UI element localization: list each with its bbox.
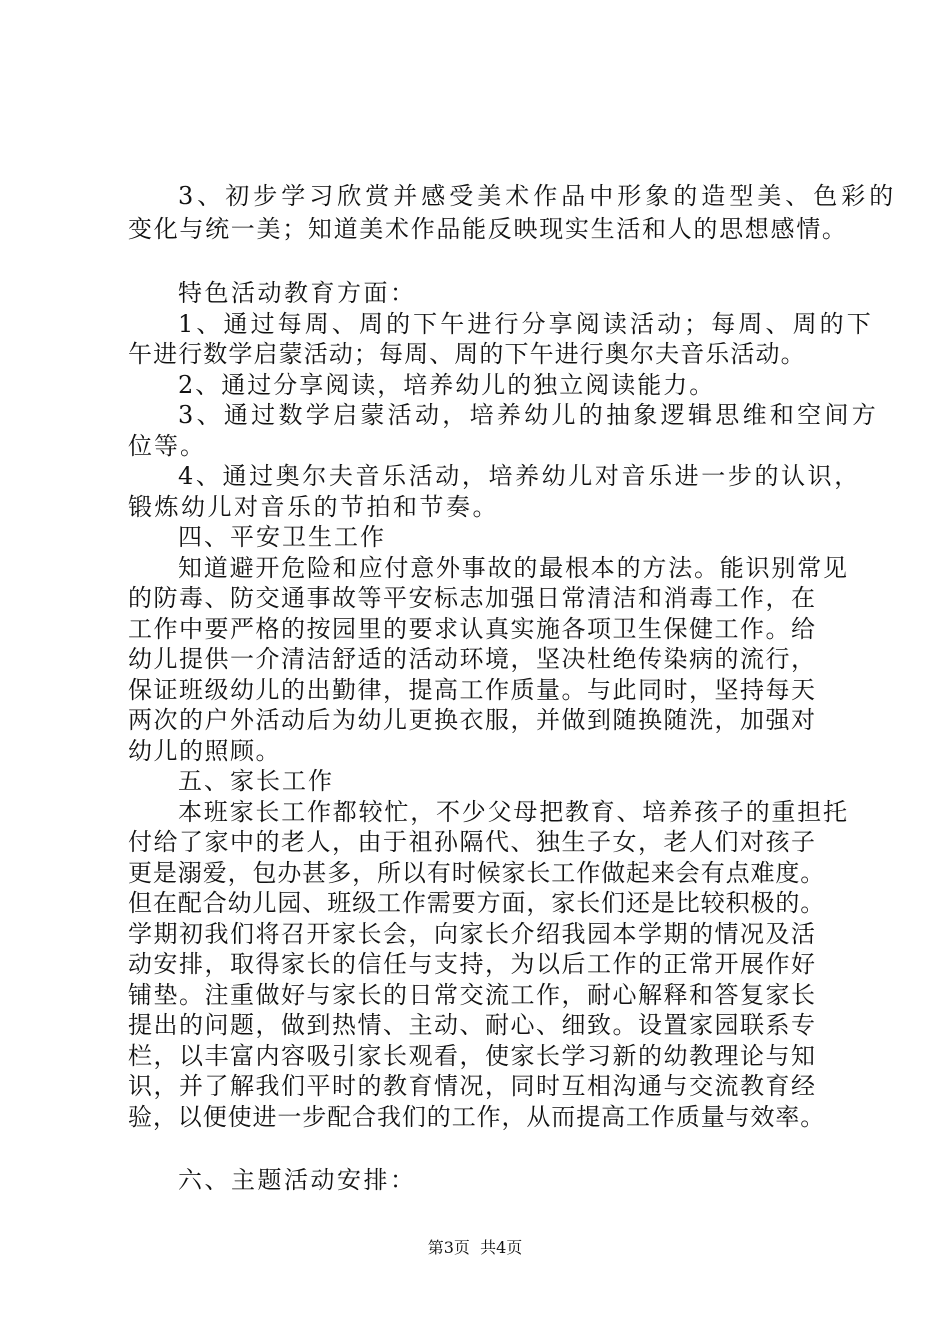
text-line-content: 更是溺爱，包办甚多，所以有时候家长工作做起来会有点难度。 — [128, 859, 826, 887]
text-line-content: 铺垫。注重做好与家长的日常交流工作，耐心解释和答复家长 — [128, 981, 817, 1009]
text-line-content: 锻炼幼儿对音乐的节拍和节奏。 — [128, 493, 499, 521]
section-heading — [0, 1162, 950, 1198]
text-line — [0, 178, 950, 214]
page-footer — [0, 1238, 950, 1258]
text-line-content: 学期初我们将召开家长会，向家长介绍我园本学期的情况及活 — [128, 920, 817, 948]
text-line-content: 两次的户外活动后为幼儿更换衣服，并做到随换随洗，加强对 — [128, 706, 817, 734]
text-line-content: 栏，以丰富内容吸引家长观看，使家长学习新的幼教理论与知 — [128, 1042, 817, 1070]
text-line-content: 1、通过每周、周的下午进行分享阅读活动；每周、周的下 — [178, 310, 874, 338]
text-line-content: 幼儿提供一介清洁舒适的活动环境，坚决杜绝传染病的流行， — [128, 645, 817, 673]
text-line-content: 午进行数学启蒙活动；每周、周的下午进行奥尔夫音乐活动。 — [128, 340, 806, 368]
text-line-content: 提出的问题，做到热情、主动、耐心、细致。设置家园联系专 — [128, 1011, 817, 1039]
text-line-content: 动安排，取得家长的信任与支持，为以后工作的正常开展作好 — [128, 950, 817, 978]
text-line-content: 的防毒、防交通事故等平安标志加强日常清洁和消毒工作，在 — [128, 584, 817, 612]
text-line — [0, 211, 950, 247]
text-line-content: 变化与统一美；知道美术作品能反映现实生活和人的思想感情。 — [128, 215, 848, 243]
text-line-content: 2、通过分享阅读，培养幼儿的独立阅读能力。 — [178, 371, 716, 399]
text-line-content: 五、家长工作 — [178, 767, 334, 795]
text-line-content: 验，以便使进一步配合我们的工作，从而提高工作质量与效率。 — [128, 1103, 826, 1131]
text-line-content: 幼儿的照顾。 — [128, 737, 281, 765]
page-number: 第3页 — [427, 1238, 470, 1257]
text-line-content: 知道避开危险和应付意外事故的最根本的方法。能识别常见 — [178, 554, 849, 582]
text-line-content: 本班家长工作都较忙，不少父母把教育、培养孩子的重担托 — [178, 798, 849, 826]
text-line-content: 但在配合幼儿园、班级工作需要方面，家长们还是比较积极的。 — [128, 889, 826, 917]
page-total: 共4页 — [480, 1238, 523, 1257]
text-line-content: 3、通过数学启蒙活动，培养幼儿的抽象逻辑思维和空间方 — [178, 401, 880, 429]
text-line-content: 四、平安卫生工作 — [178, 523, 386, 551]
text-line-content: 4、通过奥尔夫音乐活动，培养幼儿对音乐进一步的认识， — [178, 462, 861, 490]
text-line-content: 六、主题活动安排： — [178, 1166, 417, 1194]
text-line-content: 付给了家中的老人，由于祖孙隔代、独生子女，老人们对孩子 — [128, 828, 817, 856]
text-line-content: 保证班级幼儿的出勤律，提高工作质量。与此同时，坚持每天 — [128, 676, 817, 704]
text-line — [0, 1099, 950, 1135]
text-line-content: 3、初步学习欣赏并感受美术作品中形象的造型美、色彩的 — [178, 182, 898, 210]
text-line-content: 位等。 — [128, 432, 206, 460]
text-line-content: 识，并了解我们平时的教育情况，同时互相沟通与交流教育经 — [128, 1072, 817, 1100]
text-line-content: 工作中要严格的按园里的要求认真实施各项卫生保健工作。给 — [128, 615, 817, 643]
text-line-content: 特色活动教育方面： — [178, 279, 417, 307]
